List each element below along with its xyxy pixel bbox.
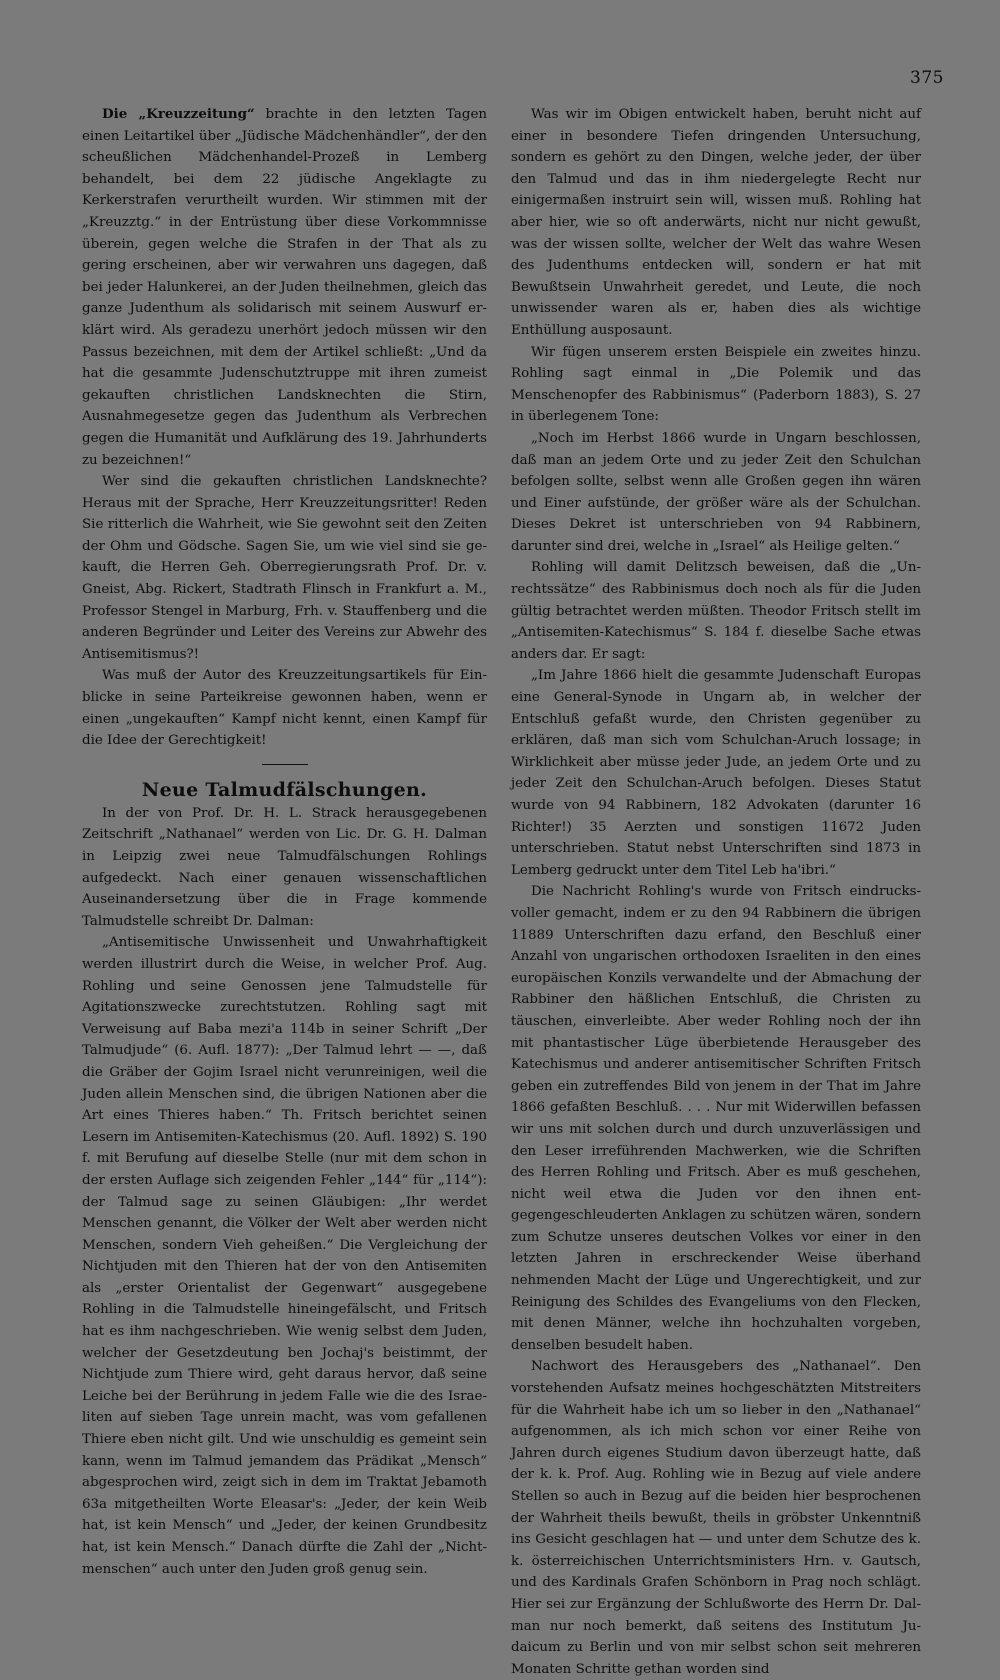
dalman-quote-paragraph: „Antisemitische Unwissenheit und Unwahrhaftigkeit werden illustrirt durch die Weise, in welcher Prof. Aug. Rohling und seine Genossen jene Talmudstelle für Agitationszwecke zurechtstutzen. Rohling sagt mit Verweisung auf Baba mezi'a 114b in seiner Schrift „Der Talmudjude“ (6. Aufl. 1877): „Der Talmud lehrt — —, daß die Gräber der Gojim Israel nicht verunreinigen, weil die Juden allein Menschen sind, die übrigen Nationen aber die Art eines Thieres haben.“ Th. Fritsch berichtet seinen Lesern im Antisemiten-Katechismus (20. Aufl. 1892) S. 190 f. mit Berufung auf dieselbe Stelle (nur mit dem schon in der ersten Auflage sich zeigenden Fehler „144“ für „114“): der Talmud sage zu seinen Gläubigen: „Ihr werdet Menschen genannt, die Völker der Welt aber werden nicht Menschen, sondern Vieh geheißen.“ Die Vergleichung der Nichtjuden mit den Thieren hat der von den Antisemiten als „erster Orientalist der Gegenwart“ ausgegebene Rohling in die Talmudstelle hineingefälscht, und Fritsch hat es ihm nachgeschrieben. Wie wenig selbst dem Juden, welcher der Gesetzdeutung ben Jochaj's beistimmt, der Nichtjude zum Thiere wird, geht daraus hervor, daß seine Leiche bei der Berührung in jedem Falle wie die des Israeliten auf sieben Tage unrein macht, was vom gefallenen Thiere eben nicht gilt. Und wie unschuldig es gemeint sein kann, wenn im Talmud jemandem das Prädikat „Mensch“ abgesprochen wird, zeigt sich in dem im Traktat Jebamoth 63a mitgetheilten Worte Eleasar's: „Jeder, der kein Weib hat, ist kein Mensch“ und „Jeder, der keinen Grundbesitz hat, ist kein Mensch.“ Danach dürfte die Zahl der „Nichtmenschen“ auch unter den Juden groß genug sein.: [82, 935, 487, 1577]
fritsch-quote-paragraph: „Im Jahre 1866 hielt die gesammte Judenschaft Europas eine General-Synode in Ungarn ab, in welcher der Entschluß gefaßt wurde, den Christen gegenüber zu erklären, daß man sich vom Schulchan-Aruch lossage; in Wirklichkeit aber müsse jeder Jude, an jedem Orte und zu jeder Zeit den Schulchan-Aruch befolgen. Dieses Statut wurde von 94 Rabbinern, 182 Advokaten (darunter 16 Richter!) 35 Aerzten und sonstigen 11672 Juden unterschrieben. Statut nebst Unterschriften sind 1873 in Lemberg gedruckt unter dem Titel Leb ha'ibri.“: [511, 668, 921, 878]
nachricht-paragraph: Die Nachricht Rohling's wurde von Fritsch eindrucksvoller gemacht, indem er zu den 94 Rabbinern die übrigen 11889 Unterschriften dazu erfand, den Beschluß einer Anzahl von ungarischen orthodoxen Israeliten in den eines europäischen Konzils verwandelte und der Abmachung der Rabbiner den häßlichen Entschluß, die Christen zu täuschen, einverleibte. Aber weder Rohling noch der ihn mit phantastischer Lüge überbietende Herausgeber des Katechismus und anderer antisemitischer Schriften Fritsch geben ein zutreffendes Bild von jenem in der That im Jahre 1866 gefaßten Beschluß. . . . Nur mit Widerwillen befassen wir uns mit solchen durch und durch unzuverlässigen und den Leser irreführenden Machwerken, wie die Schriften des Herren Rohling und Fritsch. Aber es muß geschehen, nicht weil etwa die Juden vor den ihnen entgegengeschleuderten Anklagen zu schützen wären, sondern zum Schutze unseres deutschen Volkes vor einer in den letzten Jahren in erschreckender Weise überhand nehmenden Macht der Lüge und Ungerechtigkeit, und zur Reinigung des Schildes des Evangeliums von den Flecken, mit denen Männer, welche ihn hochzuhalten vorgeben, denselben besudelt haben.: [511, 884, 921, 1353]
kreuzzeitung-lead: Die „Kreuzzeitung“: [102, 106, 255, 122]
section-heading: Neue Talmudfälschungen.: [141, 778, 428, 801]
delitzsch-paragraph: Rohling will damit Delitzsch beweisen, daß die „Unrechtssätze“ des Rabbinismus doch noch als für die Juden gültig betrachtet werden müßten. Theodor Fritsch stellt im „Antisemiten-Katechismus“ S. 184 f. dieselbe Sache etwas anders dar. Er sagt:: [511, 560, 921, 662]
landsknechte-paragraph: Wer sind die gekauften christlichen Landsknechte? Heraus mit der Sprache, Herr Kreuzzeitungsritter! Reden Sie ritterlich die Wahrheit, wie Sie gewohnt seit den Zeiten der Ohm und Gödsche. Sagen Sie, um wie viel sind sie gekauft, die Herren Geh. Oberregierungsrath Prof. Dr. v. Gneist, Abg. Rickert, Stadtrath Flinsch in Frankfurt a. M., Professor Stengel in Marburg, Frh. v. Stauffenberg und die anderen Begründer und Leiter des Vereins zur Abwehr des Antisemitismus?!: [82, 474, 487, 662]
zweites-beispiel-paragraph: Wir fügen unserem ersten Beispiele ein zweites hinzu. Rohling sagt einmal in „Die Polemik und das Menschenopfer des Rabbinismus“ (Paderborn 1883), S. 27 in überlegenem Tone:: [511, 344, 921, 425]
kreuzzeitung-text: brachte in den letzten Tagen einen Leitartikel über „Jüdische Mädchenhändler“, der den scheußlichen Mädchenhandel-Prozeß in Lemberg behandelt, bei dem 22 jüdische Angeklagte zu Kerkerstrafen verurtheilt wurden. Wir stimmen mit der „Kreuzztg.“ in der Entrüstung über diese Vorkommnisse überein, gegen welche die Strafen in der That als zu gering erscheinen, aber wir verwahren uns dagegen, daß bei jeder Halunkerei, an der Juden theilnehmen, gleich das ganze Judenthum als solidarisch mit seinem Auswurf erklärt wird. Als geradezu unerhört jedoch müssen wir den Passus bezeichnen, mit dem der Artikel schließt: „Und da hat die gesammte Judenschutztruppe mit ihren zumeist gekauften christlichen Landsknechten die Stirn, Ausnahmegesetze gegen das Judenthum als Verbrechen gegen die Humanität und Aufklärung des 19. Jahrhunderts zu bezeichnen!“: [82, 107, 487, 468]
section-divider: [262, 764, 308, 765]
obigen-paragraph: Was wir im Obigen entwickelt haben, beruht nicht auf einer in besondere Tiefen dringenden Untersuchung, sondern es gehört zu den Dingen, welche jeder, der über den Talmud und das in ihm niedergelegte Recht nur einigermaßen instruirt sein will, wissen muß. Rohling hat aber hier, wie so oft anderwärts, nicht nur nicht gewußt, was der wissen sollte, welcher der Welt das wahre Wesen des Judenthums entdecken will, sondern er hat mit Bewußtsein Unwahrheit geredet, und Leute, die noch unwissender waren als er, haben dies als wichtige Enthüllung ausposaunt.: [511, 107, 921, 338]
page-number: 375: [910, 68, 944, 88]
right-column: [511, 104, 921, 1680]
rohling-quote-paragraph: „Noch im Herbst 1866 wurde in Ungarn beschlossen, daß man an jedem Orte und zu jeder Zeit den Schulchan befolgen sollte, selbst wenn alle Großen gegen ihn wären und Einer aufstünde, der größer wäre als der Schulchan. Dieses Dekret ist unterschrieben von 94 Rabbinern, darunter sind drei, welche in „Israel“ als Heilige gelten.“: [511, 430, 921, 554]
kreuzzeitung-paragraph: [82, 104, 487, 471]
gerechtigkeit-paragraph: Was muß der Autor des Kreuzzeitungsartikels für Einblicke in seine Parteikreise gewonnen haben, wenn er einen „ungekauften“ Kampf nicht kennt, einen Kampf für die Idee der Gerechtigkeit!: [82, 668, 487, 749]
left-column: [82, 104, 487, 1580]
nachwort-paragraph: Nachwort des Herausgebers des „Nathanael“. Den vorstehenden Aufsatz meines hochgeschätzten Mitstreiters für die Wahrheit habe ich um so lieber in den „Nathanael“ aufgenommen, als ich mich schon vor einer Reihe von Jahren durch eigenes Studium davon überzeugt hatte, daß der k. k. Prof. Aug. Rohling wie in Bezug auf viele andere Stellen so auch in Bezug auf die beiden hier besprochenen der Wahrheit theils bewußt, theils in gröbster Unkenntniß ins Gesicht geschlagen hat — und unter dem Schutze des k. k. österreichischen Unterrichtsministers Hrn. v. Gautsch, und des Kardinals Grafen Schönborn in Prag noch schlägt. Hier sei zur Ergänzung der Schlußworte des Herrn Dr. Dalman nur noch bemerkt, daß seitens des Institutum Judaicum zu Berlin und von mir selbst schon seit mehreren Monaten Schritte gethan worden sind: [511, 1359, 921, 1677]
nathanael-intro-paragraph: In der von Prof. Dr. H. L. Strack herausgegebenen Zeitschrift „Nathanael“ werden von Lic. Dr. G. H. Dalman in Leipzig zwei neue Talmudfälschungen Rohlings aufgedeckt. Nach einer genauen wissenschaftlichen Auseinandersetzung über die in Frage kommende Talmudstelle schreibt Dr. Dalman:: [82, 805, 487, 929]
